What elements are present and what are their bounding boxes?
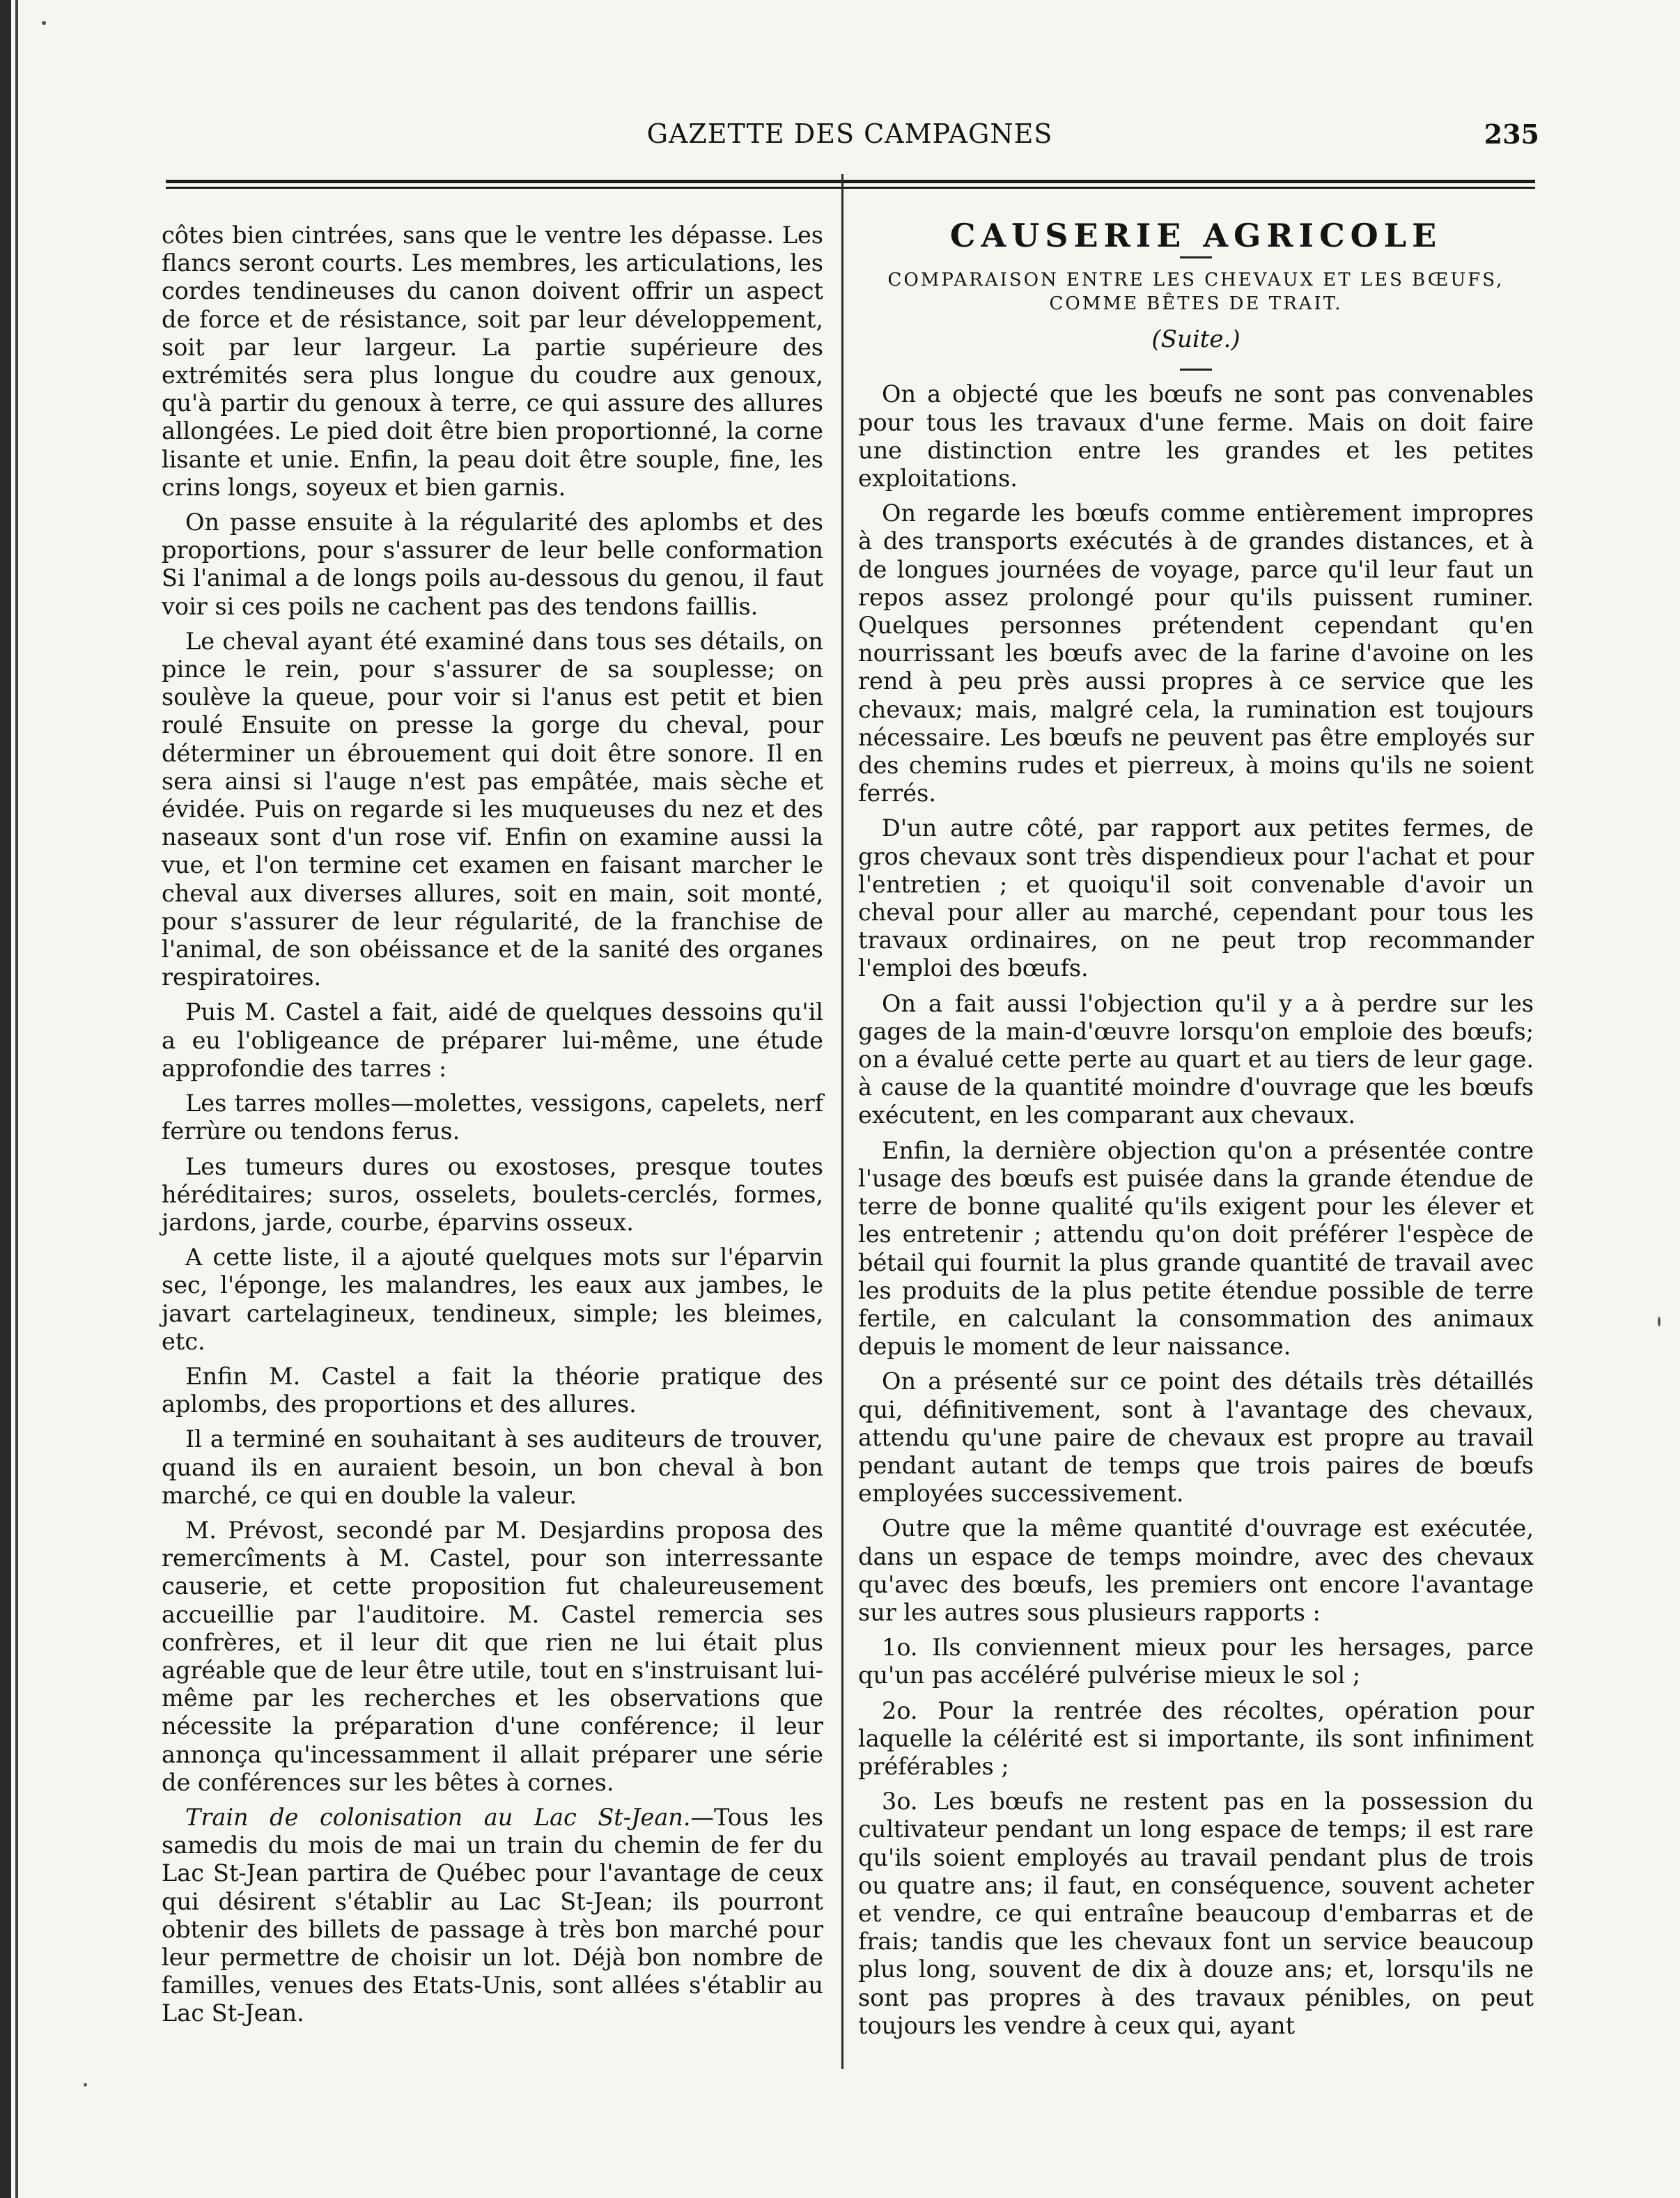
running-title: GAZETTE DES CAMPAGNES bbox=[646, 118, 1053, 149]
print-speck bbox=[1658, 1317, 1660, 1326]
print-speck bbox=[42, 21, 46, 25]
section-subtitle: COMPARAISON ENTRE LES CHEVAUX ET LES BŒUFS, COMME BÊTES DE TRAIT. bbox=[887, 270, 1504, 315]
paragraph: A cette liste, il a ajouté quelques mots sur l'éparvin sec, l'éponge, les malandres, les eaux aux jambes, le javart cartelagineux, tendineux, simple; les bleimes, etc. bbox=[162, 1244, 823, 1355]
header-rule-thin bbox=[166, 187, 1535, 189]
list-item: 2o. Pour la rentrée des récoltes, opération pour laquelle la célérité est si importante, ils sont infiniment préférables ; bbox=[858, 1696, 1534, 1780]
paragraph: côtes bien cintrées, sans que le ventre les dépasse. Les flancs seront courts. Les membres, les articulations, les cordes tendineuses du canon doivent offrir un aspect de force et de résistance, soit par leur développement, soit par leur largeur. La partie supérieure des extrémités sera plus longue du coudre aux genoux, qu'à partir du genoux à terre, ce qui assure des allures allongées. Le pied doit être bien proportionné, la corne lisante et unie. Enfin, la peau doit être souple, fine, les crins longs, soyeux et bien garnis. bbox=[162, 222, 823, 501]
title-rule bbox=[1180, 256, 1212, 258]
paragraph: Il a terminé en souhaitant à ses auditeurs de trouver, quand ils en auraient besoin, un bon cheval à bon marché, ce qui en double la valeur. bbox=[162, 1425, 823, 1509]
paragraph: On a présenté sur ce point des détails très détaillés qui, définitivement, sont à l'avantage des chevaux, attendu qu'une paire de chevaux est propre au travail pendant autant de temps que trois paires de bœufs employées successivement. bbox=[858, 1368, 1534, 1508]
paragraph: D'un autre côté, par rapport aux petites fermes, de gros chevaux sont très dispendieux pour l'achat et pour l'entretien ; et quoiqu'il soit convenable d'avoir un cheval pour aller au marché, cependant pour tous les travaux ordinaires, on ne peut trop recommander l'emploi des bœufs. bbox=[858, 814, 1534, 982]
continued-label: (Suite.) bbox=[1151, 325, 1240, 354]
paragraph: On regarde les bœufs comme entièrement impropres à des transports exécutés à de grandes distances, et à de longues journées de voyage, parce qu'il leur faut un repos assez prolongé pour qu'ils puissent ruminer. Quelques personnes prétendent cependant qu'en nourrissant les bœufs avec de la farine d'avoine on les rend à peu près aussi propres à ce service que les chevaux; mais, malgré cela, la rumination est toujours nécessaire. Les bœufs ne peuvent pas être employés sur des chemins rudes et pierreux, à moins qu'ils ne soient ferrés. bbox=[858, 500, 1534, 807]
paragraph: Enfin M. Castel a fait la théorie pratique des aplombs, des proportions et des allures. bbox=[162, 1362, 823, 1418]
column-divider bbox=[841, 174, 843, 2069]
paragraph: Les tumeurs dures ou exostoses, presque toutes héréditaires; suros, osselets, boulets-cerclés, formes, jardons, jarde, courbe, éparvins osseux. bbox=[162, 1152, 823, 1236]
paragraph: On passe ensuite à la régularité des aplombs et des proportions, pour s'assurer de leur belle conformation Si l'animal a de longs poils au-dessous du genou, il faut voir si ces poils ne cachent pas des tendons faillis. bbox=[162, 509, 823, 620]
left-column bbox=[162, 222, 823, 2035]
list-item: 3o. Les bœufs ne restent pas en la possession du cultivateur pendant un long espace de temps; il est rare qu'ils soient employés au travail pendant plus de trois ou quatre ans; il faut, en conséquence, souvent acheter et vendre, ce qui entraîne beaucoup d'embarras et de frais; tandis que les chevaux font un service beaucoup plus long, souvent de dix à douze ans; et, lorsqu'ils ne sont pas propres à des travaux pénibles, on peut toujours les vendre à ceux qui, ayant bbox=[858, 1788, 1534, 2039]
binding-edge-line bbox=[15, 0, 18, 2198]
print-speck bbox=[84, 2083, 87, 2087]
header-rule-thick bbox=[166, 180, 1535, 183]
paragraph: Puis M. Castel a fait, aidé de quelques dessoins qu'il a eu l'obligeance de préparer lui-même, une étude approfondie des tarres : bbox=[162, 998, 823, 1082]
notice-paragraph bbox=[162, 1804, 823, 2028]
subtitle-rule bbox=[1180, 369, 1212, 371]
notice-body: Tous les samedis du mois de mai un train du chemin de fer du Lac St-Jean partira de Québec pour l'avantage de ceux qui désirent s'établir au Lac St-Jean; ils pourront obtenir des billets de passage à très bon marché pour leur permettre de choisir un lot. Déjà bon nombre de familles, venues des Etats-Unis, sont allées s'établir au Lac St-Jean. bbox=[162, 1803, 824, 2027]
notice-title: Train de colonisation au Lac St-Jean.— bbox=[185, 1803, 715, 1831]
binding-edge bbox=[0, 0, 11, 2198]
right-column bbox=[858, 217, 1534, 2047]
paragraph: M. Prévost, secondé par M. Desjardins proposa des remercîments à M. Castel, pour son interressante causerie, et cette proposition fut chaleureusement accueillie par l'auditoire. M. Castel remercia ses confrères, et il leur dit que rien ne lui était plus agréable que de leur être utile, tout en s'instruisant lui-même par les recherches et les observations que nécessite la préparation d'une conférence; il leur annonça qu'incessamment il allait préparer une série de conférences sur les bêtes à cornes. bbox=[162, 1516, 823, 1796]
paragraph: On a objecté que les bœufs ne sont pas convenables pour tous les travaux d'une ferme. Mais on doit faire une distinction entre les grandes et les petites exploitations. bbox=[858, 380, 1534, 493]
paragraph: Les tarres molles—molettes, vessigons, capelets, nerf ferrùre ou tendons ferus. bbox=[162, 1090, 823, 1145]
list-item: 1o. Ils conviennent mieux pour les hersages, parce qu'un pas accéléré pulvérise mieux le sol ; bbox=[858, 1634, 1534, 1689]
paragraph: Le cheval ayant été examiné dans tous ses détails, on pince le rein, pour s'assurer de sa souplesse; on soulève la queue, pour voir si l'anus est petit et bien roulé Ensuite on presse la gorge du cheval, pour déterminer un ébrouement qui doit être sonore. Il en sera ainsi si l'auge n'est pas empâtée, mais sèche et évidée. Puis on regarde si les muqueuses du nez et des naseaux sont d'un rose vif. Enfin on examine aussi la vue, et l'on termine cet examen en faisant marcher le cheval aux diverses allures, soit en main, soit monté, pour s'assurer de leur régularité, de la franchise de l'animal, de son obéissance et de la sanité des organes respiratoires. bbox=[162, 627, 823, 991]
paragraph: On a fait aussi l'objection qu'il y a à perdre sur les gages de la main-d'œuvre lorsqu'on emploie des bœufs; on a évalué cette perte au quart et au tiers de leur gage. à cause de la quantité moindre d'ouvrage que les bœufs exécutent, en les comparant aux chevaux. bbox=[858, 989, 1534, 1129]
page-header bbox=[160, 118, 1539, 160]
section-title: CAUSERIE AGRICOLE bbox=[949, 217, 1442, 254]
page-number: 235 bbox=[1484, 118, 1539, 150]
paragraph: Enfin, la dernière objection qu'on a présentée contre l'usage des bœufs est puisée dans la grande étendue de terre de bonne qualité qu'ils exigent pour les élever et les entretenir ; attendu qu'on doit préférer l'espèce de bétail qui fournit la plus grande quantité de travail avec les produits de la plus petite étendue possible de terre fertile, en calculant la consommation des animaux depuis le moment de leur naissance. bbox=[858, 1136, 1534, 1361]
paragraph: Outre que la même quantité d'ouvrage est exécutée, dans un espace de temps moindre, avec des chevaux qu'avec des bœufs, les premiers ont encore l'avantage sur les autres sous plusieurs rapports : bbox=[858, 1515, 1534, 1626]
